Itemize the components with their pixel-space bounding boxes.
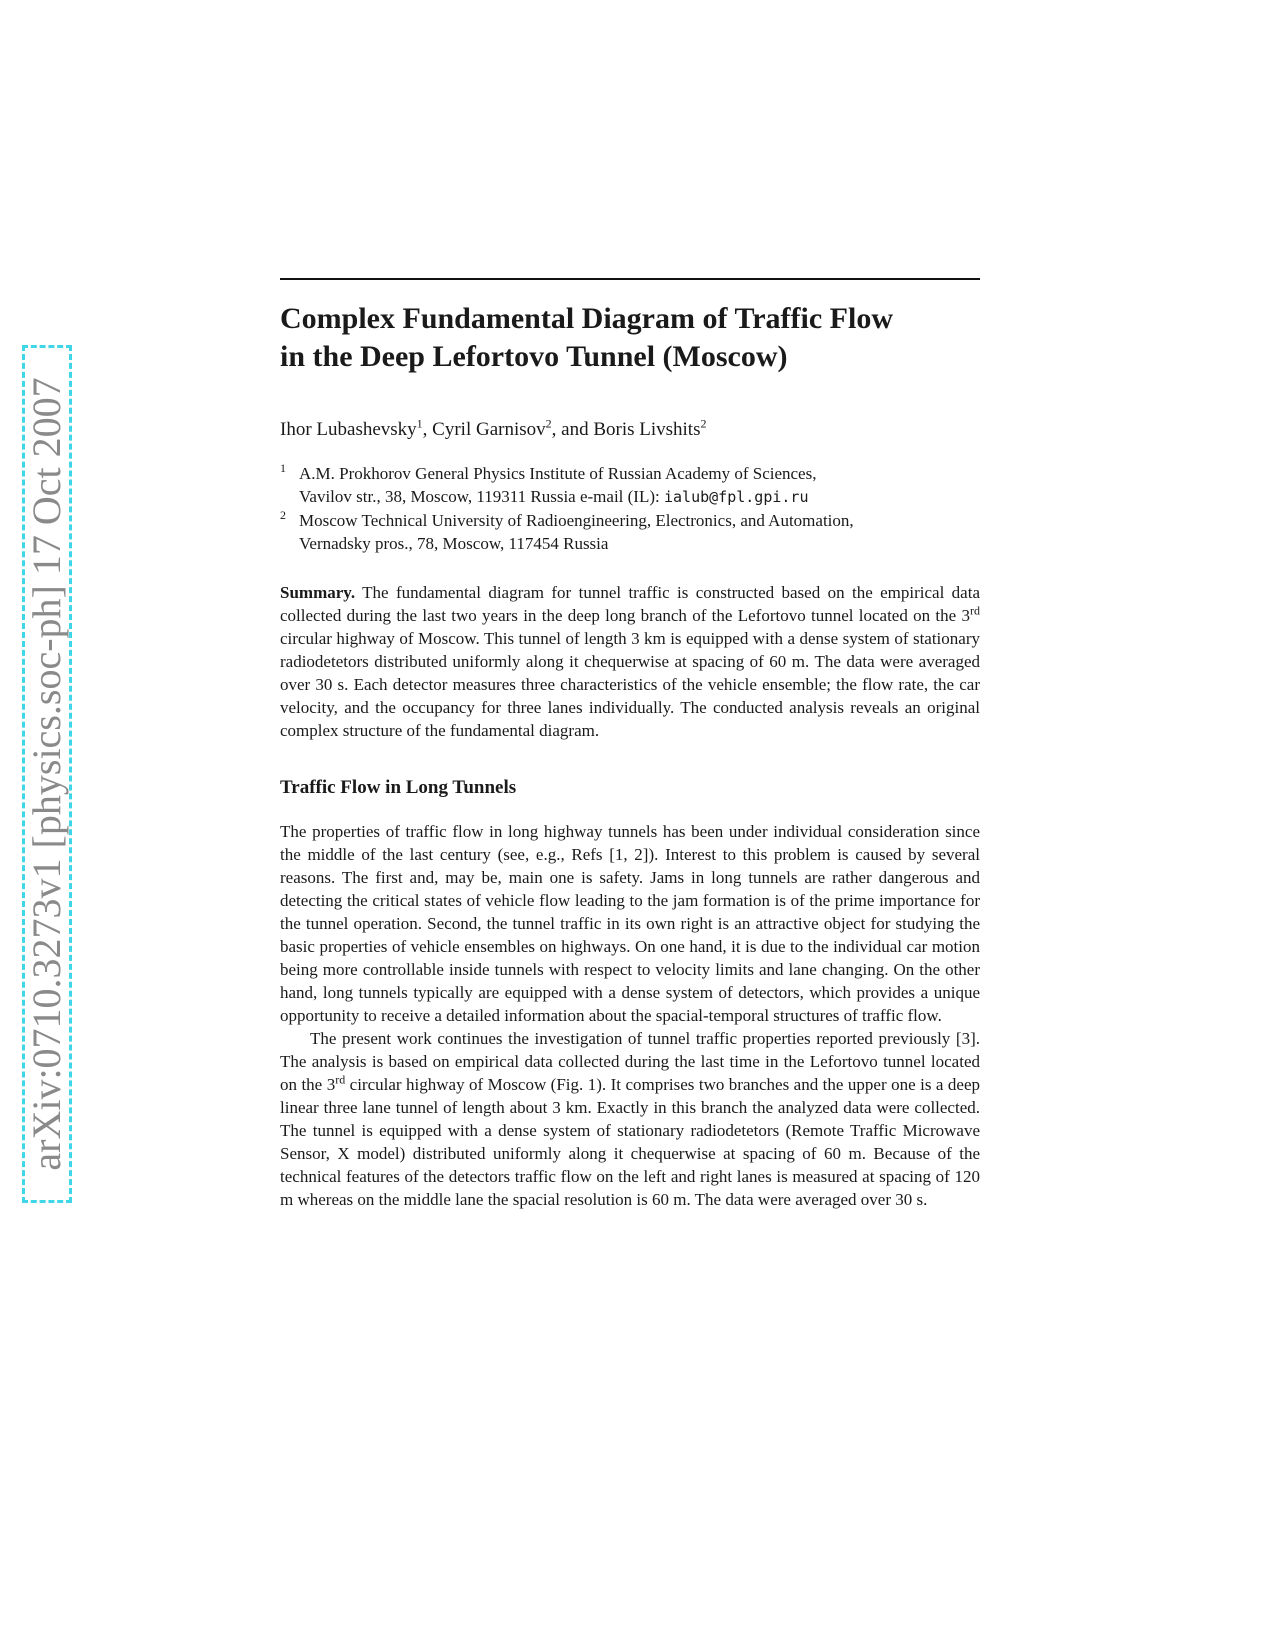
- paper-title: [280, 300, 980, 376]
- affiliation-1: [280, 462, 980, 509]
- paragraph-text: circular highway of Moscow (Fig. 1). It comprises two branches and the upper one is a deep linear three lane tunnel of length about 3 km. Exactly in this branch the analyzed data were collected. The tunnel is equipped with a dense system of stationary radiodetetors (Remote Traffic Microwave Sensor, X model) distributed uniformly along it chequerwise at spacing of 60 m. Because of the technical features of the detectors traffic flow on the left and right lanes is measured at spacing of 120 m whereas on the middle lane the spacial resolution is 60 m. The data were averaged over 30 s.: [280, 1075, 980, 1209]
- summary-abstract: [280, 581, 980, 742]
- title-rule: [280, 278, 980, 280]
- paragraph-text: The present work continues the investigation of tunnel traffic properties reported previously [3]. The analysis is based on empirical data collected during the last time in the Lefortovo tunnel located on the 3: [280, 1029, 980, 1094]
- email-link[interactable]: ialub@fpl.gpi.ru: [664, 488, 809, 506]
- affiliation-line: A.M. Prokhorov General Physics Institute of Russian Academy of Sciences,: [299, 464, 817, 483]
- section-heading: Traffic Flow in Long Tunnels: [280, 777, 517, 798]
- summary-text: circular highway of Moscow. This tunnel of length 3 km is equipped with a dense system of stationary radiodetetors distributed uniformly along it chequerwise at spacing of 60 m. The data were averaged over 30 s. Each detector measures three characteristics of the vehicle ensemble; the flow rate, the car velocity, and the occupancy for three lanes individually. The conducted analysis reveals an original complex structure of the fundamental diagram.: [280, 629, 980, 740]
- summary-label: Summary.: [280, 583, 356, 602]
- summary-text: The fundamental diagram for tunnel traffic is constructed based on the empirical data collected during the last two years in the deep long branch of the Lefortovo tunnel located on the 3: [280, 583, 980, 625]
- author-list: [280, 418, 980, 442]
- body-paragraph-2: [280, 1027, 980, 1211]
- ordinal-suffix: rd: [335, 1072, 346, 1087]
- affiliation-number: 2: [280, 508, 286, 522]
- arxiv-identifier: arXiv:0710.3273v1 [physics.soc-ph] 17 Oct 2007: [24, 377, 69, 1171]
- author-affil-mark: 2: [545, 416, 552, 431]
- author-affil-mark: 2: [700, 416, 707, 431]
- author-separator: , and: [551, 419, 594, 440]
- affiliation-line: Moscow Technical University of Radioengineering, Electronics, and Automation,: [299, 511, 854, 530]
- author-separator: ,: [422, 419, 433, 440]
- affiliation-number: 1: [280, 461, 286, 475]
- title-line-2: in the Deep Lefortovo Tunnel (Moscow): [280, 340, 788, 373]
- affiliation-line: [299, 485, 980, 509]
- author-name: Boris Livshits: [593, 419, 701, 440]
- author-name: Cyril Garnisov: [432, 419, 546, 440]
- author-name: Ihor Lubashevsky: [280, 419, 417, 440]
- affiliation-line: Vernadsky pros., 78, Moscow, 117454 Russia: [299, 534, 609, 553]
- title-line-1: Complex Fundamental Diagram of Traffic Flow: [280, 302, 893, 335]
- paper-body: [280, 278, 980, 1211]
- body-paragraph-1: The properties of traffic flow in long highway tunnels has been under individual consideration since the middle of the last century (see, e.g., Refs [1, 2]). Interest to this problem is caused by several reasons. The first and, may be, main one is safety. Jams in long tunnels are rather dangerous and detecting the critical states of vehicle flow leading to the jam formation is of the prime importance for the tunnel operation. Second, the tunnel traffic in its own right is an attractive object for studying the basic properties of vehicle ensembles on highways. On one hand, it is due to the individual car motion being more controllable inside tunnels with respect to velocity limits and lane changing. On the other hand, long tunnels typically are equipped with a dense system of detectors, which provides a unique opportunity to receive a detailed information about the spacial-temporal structures of traffic flow.: [280, 822, 980, 1025]
- author-affil-mark: 1: [416, 416, 423, 431]
- ordinal-suffix: rd: [970, 603, 980, 618]
- affiliation-2: [280, 509, 980, 555]
- affiliation-address: Vavilov str., 38, Moscow, 119311 Russia e-mail (IL):: [299, 487, 664, 506]
- affiliation-list: [280, 462, 980, 555]
